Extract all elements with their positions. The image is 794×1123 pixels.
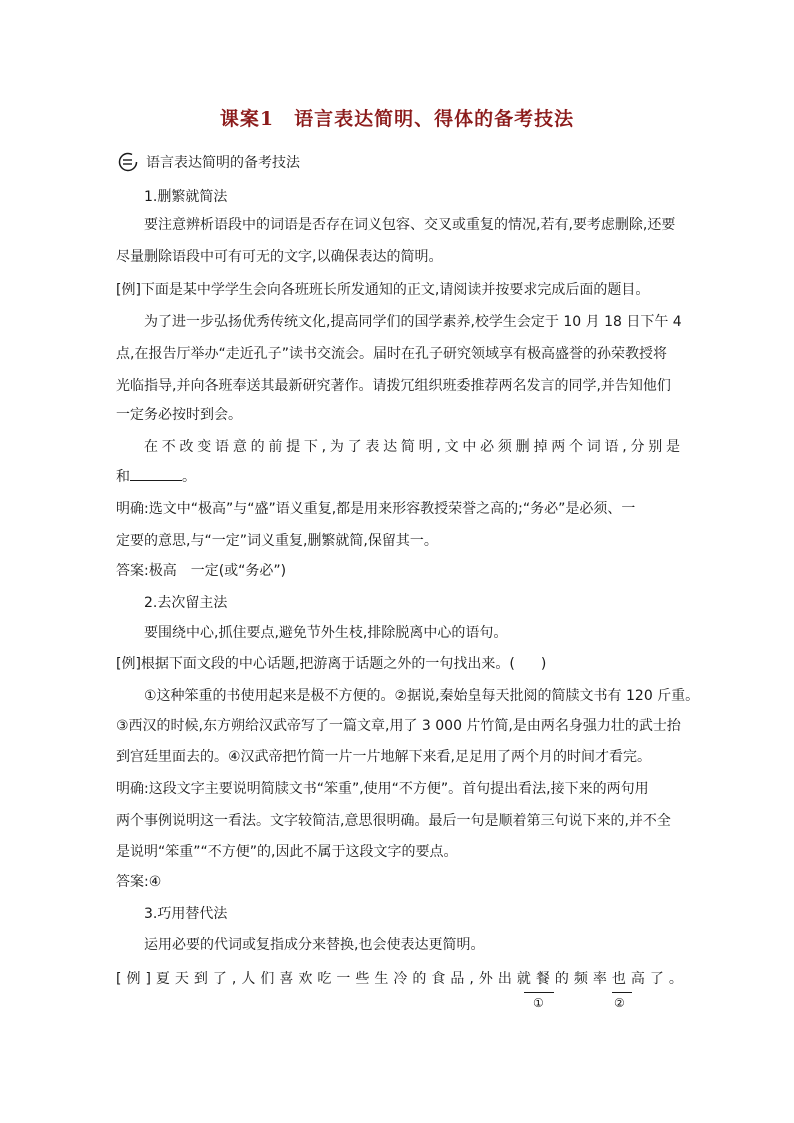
method-3-heading: 3.巧用替代法 (144, 906, 228, 922)
underline-label-2: ② (614, 996, 625, 1010)
method-2-passage-line-2: ③西汉的时候,东方朔给汉武帝写了一篇文章,用了 3 000 片竹简,是由两名身强力壮的武士抬 (116, 718, 681, 734)
method-3-desc: 运用必要的代词或复指成分来替换,也会使表达更简明。 (144, 937, 485, 953)
method-1-passage-line-2: 点,在报告厅举办“走近孔子”读书交流会。届时在孔子研究领域享有极高盛誉的孙荣教授将 (116, 346, 667, 362)
method-1-passage-line-3: 光临指导,并向各班奉送其最新研究著作。请拨冗组织班委推荐两名发言的同学,并告知他们 (116, 378, 671, 394)
example-intro-text: [例]根据下面文段的中心话题,把游离于话题之外的一句找出来。( (116, 656, 515, 672)
method-1-passage-line-1: 为了进一步弘扬优秀传统文化,提高同学们的国学素养,校学生会定于 10 月 18 日下午 4 (144, 314, 682, 330)
method-2-example-intro (116, 654, 546, 674)
method-3-example-part-a: [例]夏天到了,人们喜欢吃一些生冷的食品,外出 (116, 971, 517, 987)
method-1-example-intro: [例]下面是某中学学生会向各班班长所发通知的正文,请阅读并按要求完成后面的题目。 (116, 282, 650, 298)
underline-mark-1 (524, 992, 554, 993)
method-2-analysis-line-2: 两个事例说明这一看法。文字较简洁,意思很明确。最后一句是顺着第三句说下来的,并不全 (116, 813, 671, 829)
section-heading (118, 150, 300, 174)
method-2-answer: 答案:④ (116, 874, 162, 890)
method-1-heading: 1.删繁就简法 (144, 189, 228, 205)
page-title: 课案1 语言表达简明、得体的备考技法 (219, 108, 575, 130)
method-1-question-line-1: 在不改变语意的前提下,为了表达简明,文中必须删掉两个词语,分别是 (144, 439, 680, 455)
method-3-example (116, 969, 688, 989)
method-1-answer: 答案:极高 一定(或“务必”) (116, 563, 287, 579)
method-2-desc: 要围绕中心,抓住要点,避免节外生枝,排除脱离中心的语句。 (144, 625, 508, 641)
method-3-example-part-b: 就餐的频率 (516, 971, 612, 987)
underline-mark-2 (612, 992, 632, 993)
section-circle-icon (118, 151, 140, 173)
question-suffix: 。 (182, 469, 196, 485)
underline-label-1: ① (533, 996, 544, 1010)
example-intro-close: ) (540, 656, 547, 672)
method-1-desc-line-2: 尽量删除语段中可有可无的文字,以确保表达的简明。 (116, 249, 443, 265)
method-1-desc-line-1: 要注意辨析语段中的词语是否存在词义包容、交叉或重复的情况,若有,要考虑删除,还要 (144, 217, 676, 233)
method-1-passage-line-4: 一定务必按时到会。 (116, 407, 242, 423)
method-1-question-line-2 (116, 466, 196, 487)
method-2-heading: 2.去次留主法 (144, 595, 228, 611)
question-prefix: 和 (116, 469, 130, 485)
answer-blank[interactable] (130, 466, 182, 481)
method-2-passage-line-3: 到宫廷里面去的。④汉武帝把竹简一片一片地解下来看,足足用了两个月的时间才看完。 (116, 749, 651, 765)
method-2-passage-line-1: ①这种笨重的书使用起来是极不方便的。②据说,秦始皇每天批阅的简牍文书有 120 斤重。 (144, 688, 700, 704)
method-2-analysis-line-3: 是说明“笨重”“不方便”的,因此不属于这段文字的要点。 (116, 844, 458, 860)
method-2-analysis-line-1: 明确:这段文字主要说明简牍文书“笨重”,使用“不方便”。首句提出看法,接下来的两句用 (116, 781, 649, 797)
section-label: 语言表达简明的备考技法 (146, 155, 300, 171)
method-1-analysis-line-2: 定要的意思,与“一定”词义重复,删繁就简,保留其一。 (116, 533, 438, 549)
method-1-analysis-line-1: 明确:选文中“极高”与“盛”语义重复,都是用来形容教授荣誉之高的;“务必”是必须、一 (116, 501, 636, 517)
method-3-example-part-c: 也高了。 (611, 971, 688, 987)
